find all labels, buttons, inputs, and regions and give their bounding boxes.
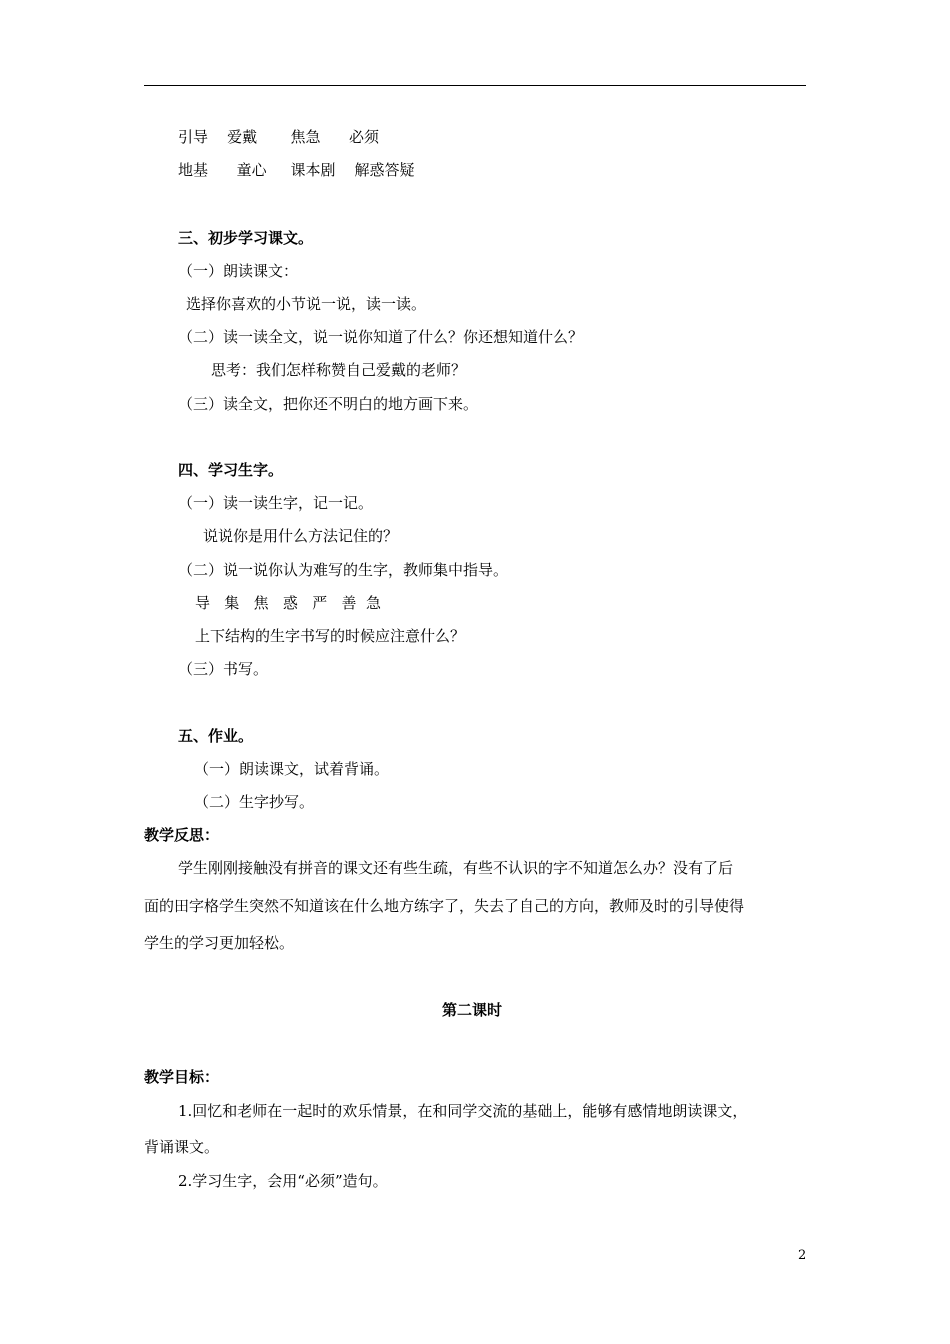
section-3-item: 选择你喜欢的小节说一说，读一读。 — [186, 295, 427, 313]
section-4-heading: 四、学习生字。 — [178, 461, 284, 479]
section-3-item: （三）读全文，把你还不明白的地方画下来。 — [178, 395, 479, 413]
reflection-line: 面的田字格学生突然不知道该在什么地方练字了，失去了自己的方向，教师及时的引导使得 — [144, 897, 745, 915]
section-4-item: （三）书写。 — [178, 660, 269, 678]
section-5-item: （二）生字抄写。 — [194, 793, 315, 811]
section-4-item: （一）读一读生字，记一记。 — [178, 494, 374, 512]
section-4-item: 上下结构的生字书写的时候应注意什么？ — [195, 627, 466, 645]
section-3-item: 思考：我们怎样称赞自己爱戴的老师？ — [211, 361, 467, 379]
section-4-item: （二）说一说你认为难写的生字，教师集中指导。 — [178, 561, 509, 579]
reflection-line: 学生刚刚接触没有拼音的课文还有些生疏，有些不认识的字不知道怎么办？没有了后 — [178, 859, 734, 877]
goal-line: 2.学习生字，会用“必须”造句。 — [178, 1172, 388, 1190]
vocab-row-1: 引导 爱戴 焦急 必须 — [178, 128, 380, 146]
goal-line: 背诵课文。 — [144, 1138, 220, 1156]
section-5-heading: 五、作业。 — [178, 727, 254, 745]
section-3-heading: 三、初步学习课文。 — [178, 229, 314, 247]
lesson-2-title: 第二课时 — [442, 1001, 503, 1019]
section-3-item: （一）朗读课文： — [178, 262, 299, 280]
vocab-row-2: 地基 童心 课本剧 解惑答疑 — [178, 161, 415, 179]
reflection-line: 学生的学习更加轻松。 — [144, 934, 295, 952]
goals-heading: 教学目标： — [144, 1068, 220, 1086]
section-4-item: 说说你是用什么方法记住的？ — [203, 527, 399, 545]
goal-line: 1.回忆和老师在一起时的欢乐情景，在和同学交流的基础上，能够有感情地朗读课文， — [178, 1102, 748, 1120]
section-3-item: （二）读一读全文，说一说你知道了什么？你还想知道什么？ — [178, 328, 584, 346]
page-number: 2 — [798, 1248, 807, 1263]
section-5-item: （一）朗读课文，试着背诵。 — [194, 760, 390, 778]
header-rule — [144, 85, 806, 86]
reflection-heading: 教学反思： — [144, 826, 220, 844]
character-list: 导 集 焦 惑 严 善 急 — [195, 594, 382, 612]
